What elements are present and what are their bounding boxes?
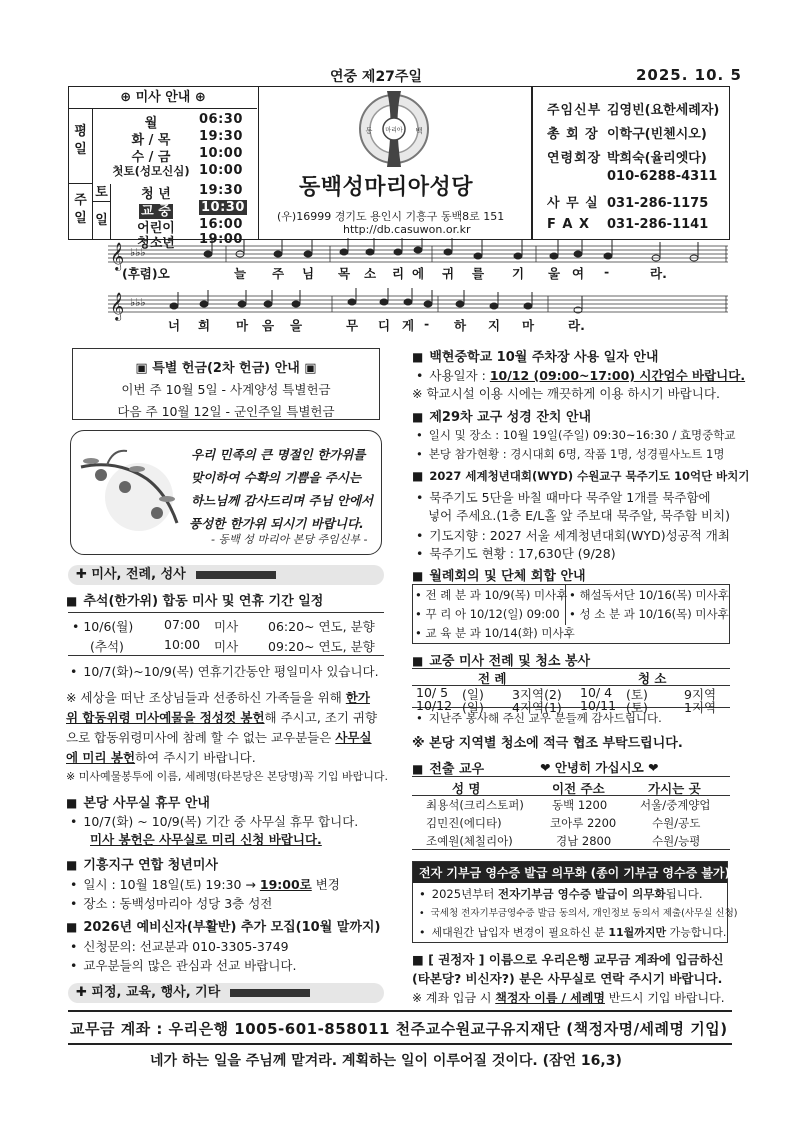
lyric: -	[424, 316, 430, 331]
lyric: 마	[522, 318, 535, 333]
lyric: 희	[198, 318, 211, 333]
service-head: 청 소	[638, 671, 667, 686]
lyric: 디	[378, 318, 391, 333]
chuseok-extra: 09:20~ 연도, 분향	[268, 639, 375, 654]
svg-text:𝄞: 𝄞	[110, 292, 125, 320]
service-cell: 10/ 4	[580, 685, 613, 700]
digital-receipt-title: 전자 기부금 영수증 발급 의무화 (종이 기부금 영수증 불가)	[413, 862, 727, 883]
memorial-note: 위 합동위령 미사예물을 정성껏 봉헌해 주시고, 조기 귀향	[66, 710, 378, 725]
bible-title: ■ 제29차 교구 성경 잔치 안내	[412, 406, 591, 425]
svg-text:𝄞: 𝄞	[110, 242, 125, 270]
offering-line: 이번 주 10월 5일 - 사계양성 특별헌금	[121, 382, 331, 397]
lyric: -	[604, 264, 610, 279]
lyric: 를	[472, 266, 485, 281]
parking-line: • 사용일자 : 10/12 (09:00~17:00) 시간엄수 바랍니다.	[416, 366, 745, 384]
parish-logo-area	[259, 87, 529, 239]
lyric: 너	[168, 318, 181, 333]
parish-logo-icon	[339, 89, 449, 169]
parish-name: 동백성마리아성당	[299, 175, 474, 200]
saturday-label: 토	[93, 184, 111, 202]
lyric: 무	[346, 318, 359, 333]
lyric: 마	[236, 318, 249, 333]
service-cell: 4지역(1)	[512, 700, 562, 715]
proverb: 네가 하는 일을 주님께 맡겨라. 계획하는 일이 이루어질 것이다. (잠언 16,3)	[150, 1053, 622, 1069]
account-line: 교무금 계좌 : 우리은행 1005-601-858011 천주교수원교구유지재단 (책정자명/세례명 기입)	[70, 1020, 728, 1038]
logo-center-text: 마리아	[385, 127, 403, 134]
transfer-title: ■ 전출 교우	[412, 758, 484, 777]
offering-title: ▣ 특별 헌금(2차 헌금) 안내 ▣	[135, 361, 317, 376]
youth-line: • 일시 : 10월 18일(토) 19:30 → 19:00로 변경	[70, 875, 340, 893]
greeting-line: 하느님께 감사드리며 주님 안에서	[191, 493, 374, 508]
divider	[68, 1010, 732, 1012]
digital-line: • 2025년부터 전자기부금 영수증 발급이 의무화됩니다.	[419, 886, 703, 902]
catechumen-title: ■ 2026년 예비신자(부활반) 추가 모집(10월 말까지)	[66, 916, 380, 935]
lyric: 을	[290, 318, 303, 333]
mass-time: 19:00	[199, 232, 243, 247]
service-cell: (토)	[626, 700, 648, 715]
digital-line: • 세대원간 납입자 변경이 필요하신 분 11월까지만 가능합니다.	[419, 924, 726, 940]
section-header-liturgy: ✚ 미사, 전례, 성사	[68, 565, 384, 585]
service-cell: 10/ 5	[416, 685, 449, 700]
lyric: 라.	[568, 318, 585, 333]
mass-schedule	[69, 87, 259, 251]
meeting-item: • 해설독서단 10/16(목) 미사후	[569, 588, 729, 602]
lyric: 지	[488, 318, 501, 333]
service-cell: 9지역	[684, 687, 717, 702]
meeting-item: • 성 소 분 과 10/16(목) 미사후	[569, 607, 729, 621]
lyric: 기	[512, 266, 525, 281]
transfer-head: 성 명	[452, 781, 481, 796]
transfer-cell: 코아루 2200	[550, 816, 617, 830]
youth-title: ■ 기흥지구 연합 청년미사	[66, 854, 218, 873]
lyric: 늘	[234, 266, 247, 281]
mass-time: 19:30	[199, 129, 243, 144]
logo-left-text: 동	[365, 127, 373, 135]
transfer-cell: 김민진(에디타)	[426, 816, 502, 830]
transfer-head: 이전 주소	[552, 781, 605, 796]
mass-day: 청 년	[141, 187, 171, 202]
lyric: 음	[262, 318, 275, 333]
wyd-title: ■ 2027 세계청년대회(WYD) 수원교구 묵주기도 10억단 바치기	[412, 468, 750, 484]
chuseok-date: • 10/6(월)	[72, 619, 134, 634]
lyric: 라.	[650, 266, 667, 281]
donor-note: ■ [ 권정자 ] 이름으로 우리은행 교무금 계좌에 입금하신	[412, 952, 724, 967]
chuseok-time: 10:00	[164, 637, 201, 652]
week-title: 연중 제27주일	[330, 69, 422, 85]
lyric: 여	[572, 266, 585, 281]
lyric: 목	[338, 266, 351, 281]
weekday-label: 평일	[69, 109, 93, 184]
logo-right-text: 백	[415, 127, 423, 135]
wyd-line: • 묵주기도 현황 : 17,630단 (9/28)	[416, 544, 616, 562]
memorial-note: ※ 세상을 떠난 조상님들과 선종하신 가족들을 위해 한가	[66, 690, 370, 705]
lyric: 주	[272, 266, 285, 281]
header-box	[68, 86, 730, 251]
persimmon-moon-icon	[77, 439, 187, 549]
mass-day: 화 / 목	[131, 133, 171, 148]
offering-line: 다음 주 10월 12일 - 군인주일 특별헌금	[117, 404, 335, 419]
svg-text:♭♭♭: ♭♭♭	[130, 296, 146, 309]
service-cell: (일)	[462, 687, 484, 702]
mass-day: 어린이	[137, 221, 175, 236]
greeting-line: 우리 민족의 큰 명절인 한가위를	[191, 447, 366, 462]
office-title: ■ 본당 사무실 휴무 안내	[66, 792, 210, 811]
mass-time: 10:00	[199, 163, 243, 178]
service-head: 전 례	[478, 671, 507, 686]
digital-line: • 국세청 전자기부금영수증 발급 동의서, 개인정보 동의서 제출(사무실 신청)	[419, 905, 738, 919]
service-cell: 3지역(2)	[512, 687, 562, 702]
mass-day: 교 중	[141, 204, 171, 219]
wyd-line: • 기도지향 : 2027 서울 세계청년대회(WYD)성공적 개최	[416, 526, 730, 544]
lyric: 리	[392, 266, 405, 281]
parking-title: ■ 백현중학교 10월 주차장 사용 일자 안내	[412, 346, 658, 365]
staff-row: F A X 031-286-1141	[547, 217, 709, 232]
divider	[68, 1043, 732, 1045]
bible-line: • 일시 및 장소 : 10월 19일(주일) 09:30~16:30 / 효명중학교	[416, 427, 735, 443]
cleaning-note: ※ 본당 지역별 청소에 적극 협조 부탁드립니다.	[412, 736, 683, 751]
mass-title: ⊕ 미사 안내 ⊕	[69, 87, 257, 109]
wyd-line: • 묵주기도 5단을 바칠 때마다 묵주알 1개를 묵주함에	[416, 488, 711, 506]
music-score	[108, 238, 728, 338]
meeting-item: • 꾸 리 아 10/12(일) 09:00	[415, 607, 560, 621]
lyric: 님	[302, 266, 315, 281]
greeting-box	[70, 430, 382, 555]
meeting-item: • 전 례 분 과 10/9(목) 미사후	[415, 588, 568, 602]
section-header-events: ✚ 피정, 교육, 행사, 기타	[68, 983, 384, 1003]
staff-row: 010-6288-4311	[607, 169, 718, 184]
staff-row: 총 회 장 이학구(빈첸시오)	[547, 127, 707, 142]
bible-line: • 본당 참가현황 : 경시대회 6명, 작품 1명, 성경필사노트 1명	[416, 446, 724, 462]
lyric: 에	[412, 266, 425, 281]
sunday-short-label: 일	[93, 202, 111, 239]
staff-row: 연령회장 박희숙(율리엣다)	[547, 151, 707, 166]
office-line: • 10/7(화) ~ 10/9(목) 기간 중 사무실 휴무 합니다.	[70, 812, 358, 830]
service-title: ■ 교중 미사 전례 및 청소 봉사	[412, 650, 590, 669]
mass-day: 청소년	[137, 236, 175, 251]
chuseok-kind: 미사	[214, 639, 239, 654]
meeting-table	[412, 584, 730, 644]
parish-url[interactable]: http://db.casuwon.or.kr	[343, 223, 471, 236]
mass-day: 수 / 금	[131, 150, 171, 165]
special-offering-box	[72, 348, 380, 420]
lyric: 귀	[442, 266, 455, 281]
service-cell: 10/12	[416, 698, 453, 713]
transfer-cell: 조예원(체칠리아)	[426, 834, 513, 848]
service-cell: (토)	[626, 687, 648, 702]
transfer-cell: 서울/중계양업	[640, 798, 711, 812]
service-cell: 1지역	[684, 700, 717, 715]
lyric: 울	[548, 266, 561, 281]
service-cell: 10/11	[580, 698, 617, 713]
service-table	[412, 668, 730, 715]
transfer-head: 가시는 곳	[648, 781, 701, 796]
transfer-cell: 수원/공도	[652, 816, 701, 830]
service-note: • 지난주 봉사해 주신 교우 분들께 감사드립니다.	[416, 710, 662, 726]
bulletin-date: 2025. 10. 5	[636, 66, 742, 84]
donor-note: (타본당? 비신자?) 분은 사무실로 연락 주시기 바랍니다.	[412, 971, 723, 986]
youth-line: • 장소 : 동백성마리아 성당 3층 성전	[70, 894, 272, 912]
transfer-cell: 경남 2800	[556, 834, 612, 848]
mass-day: 월	[144, 116, 158, 131]
memorial-note: 으로 합동위령미사에 참례 할 수 없는 교우분들은 사무실	[66, 730, 372, 745]
transfer-cell: 최용석(크리스토퍼)	[426, 798, 524, 812]
staff-row: 사 무 실 031-286-1175	[547, 196, 709, 211]
donor-note: ※ 계좌 입금 시 책정자 이름 / 세례명 반드시 기입 바랍니다.	[412, 991, 725, 1005]
mass-time: 10:30	[201, 200, 245, 215]
chuseok-extra: 06:20~ 연도, 분향	[268, 619, 375, 634]
divider	[531, 87, 533, 239]
chuseok-table	[68, 612, 384, 656]
catechumen-line: • 교우분들의 많은 관심과 선교 바랍니다.	[70, 956, 296, 974]
parking-note: ※ 학교시설 이용 시에는 깨끗하게 이용 하시기 바랍니다.	[412, 386, 720, 401]
transfer-farewell: ❤ 안녕히 가십시오 ❤	[540, 760, 659, 775]
chuseok-sub: (추석)	[90, 639, 124, 654]
lyric: (후렴)오	[122, 266, 170, 281]
mass-time: 16:00	[199, 217, 243, 232]
mass-time: 19:30	[199, 183, 243, 198]
memorial-note: ※ 미사예물봉투에 이름, 세례명(타본당은 본당명)꼭 기입 바랍니다.	[66, 770, 389, 783]
office-line: 미사 봉헌은 사무실로 미리 신청 바랍니다.	[90, 832, 322, 847]
catechumen-line: • 신청문의: 선교분과 010-3305-3749	[70, 937, 289, 955]
chuseok-kind: 미사	[214, 619, 239, 634]
service-cell: (일)	[462, 700, 484, 715]
meeting-title: ■ 월례회의 및 단체 회합 안내	[412, 565, 586, 584]
lyric: 소	[364, 266, 377, 281]
transfer-cell: 수원/능평	[652, 834, 701, 848]
greeting-line: 맞이하여 수확의 기쁨을 주시는	[191, 470, 362, 485]
greeting-line: 풍성한 한가위 되시기 바랍니다.	[189, 516, 364, 531]
wyd-line: 넣어 주세요.(1층 E/L홀 앞 주보대 묵주알, 묵주함 비치)	[428, 508, 730, 523]
mass-time: 06:30	[199, 112, 243, 127]
holiday-note: • 10/7(화)~10/9(목) 연휴기간동안 평일미사 있습니다.	[70, 662, 379, 680]
transfer-table	[412, 776, 730, 850]
lyric: 하	[454, 318, 467, 333]
sunday-label: 주일	[69, 184, 93, 239]
greeting-signature: - 동백 성 마리아 본당 주임신부 -	[211, 533, 368, 546]
lyric: 게	[402, 318, 415, 333]
chuseok-title: ■ 추석(한가위) 합동 미사 및 연휴 기간 일정	[66, 590, 323, 609]
staff-row: 주임신부 김영빈(요한세례자)	[547, 103, 720, 118]
digital-receipt-box	[412, 861, 738, 943]
transfer-cell: 동백 1200	[552, 798, 608, 812]
chuseok-time: 07:00	[164, 617, 201, 632]
parish-address: (우)16999 경기도 용인시 기흥구 동백8로 151	[277, 210, 505, 223]
memorial-note: 에 미리 봉헌하여 주시기 바랍니다.	[66, 750, 256, 765]
meeting-item: • 교 육 분 과 10/14(화) 미사후	[415, 626, 575, 640]
mass-time: 10:00	[199, 146, 243, 161]
svg-text:♭♭♭: ♭♭♭	[130, 246, 146, 259]
mass-day: 첫토(성모신심)	[112, 164, 190, 178]
